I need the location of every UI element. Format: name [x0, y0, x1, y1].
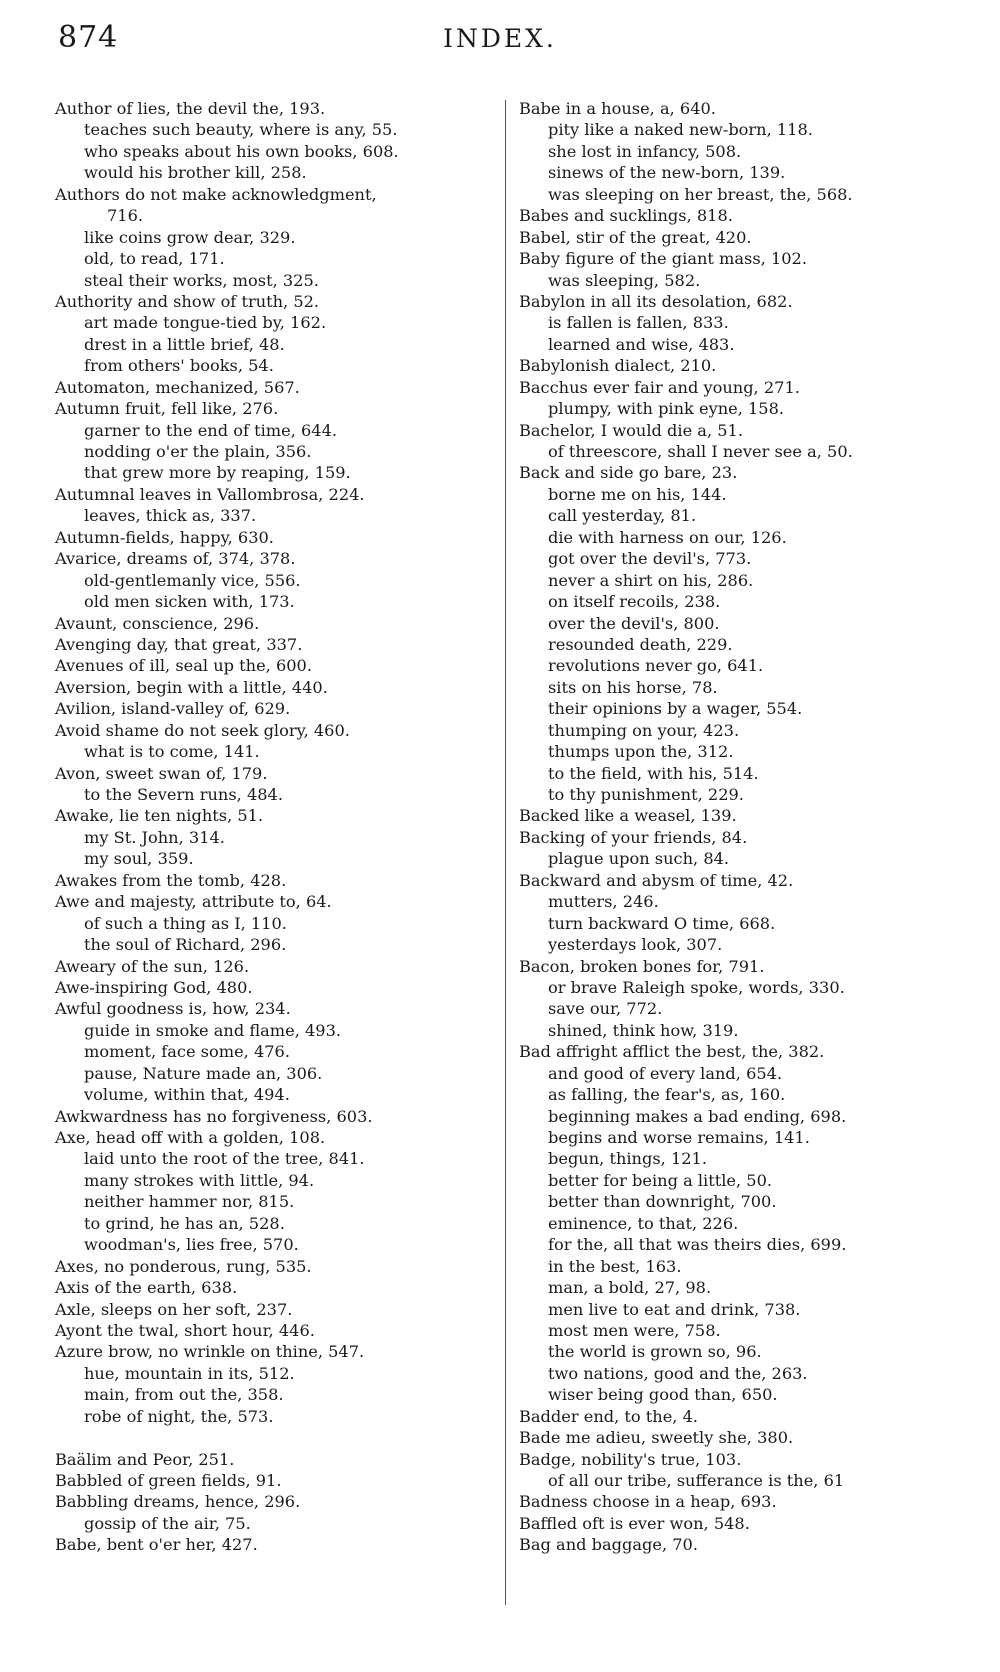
index-subentry: yesterdays look, 307.: [548, 935, 723, 955]
index-subentry: of such a thing as I, 110.: [84, 913, 287, 933]
index-entry: Babel, stir of the great, 420.: [519, 227, 752, 247]
index-subentry: sits on his horse, 78.: [548, 677, 718, 697]
index-entry: Avenging day, that great, 337.: [55, 634, 303, 654]
index-subentry: begins and worse remains, 141.: [548, 1128, 810, 1147]
index-entry: Aweary of the sun, 126.: [55, 956, 250, 976]
index-entry: Babylon in all its desolation, 682.: [519, 291, 793, 311]
index-subentry: moment, face some, 476.: [84, 1042, 290, 1062]
index-subentry: plague upon such, 84.: [548, 849, 730, 869]
index-subentry: call yesterday, 81.: [548, 506, 697, 526]
index-subentry: resounded death, 229.: [548, 634, 733, 654]
index-subentry: on itself recoils, 238.: [548, 592, 721, 612]
index-subentry: two nations, good and the, 263.: [548, 1363, 808, 1383]
index-subentry: to thy punishment, 229.: [548, 785, 744, 804]
index-subentry: the soul of Richard, 296.: [84, 935, 287, 955]
index-subentry: wiser being good than, 650.: [548, 1385, 778, 1405]
index-subentry: like coins grow dear, 329.: [84, 227, 296, 247]
index-subentry: thumps upon the, 312.: [548, 742, 734, 762]
page-number: 874: [58, 20, 119, 55]
index-entry: Azure brow, no wrinkle on thine, 547.: [55, 1342, 365, 1362]
index-entry: Back and side go bare, 23.: [519, 463, 738, 483]
index-subentry: their opinions by a wager, 554.: [548, 699, 803, 719]
index-entry: Bad affright afflict the best, the, 382.: [519, 1042, 825, 1062]
column-divider: [505, 100, 506, 1605]
index-subentry: that grew more by reaping, 159.: [84, 463, 351, 483]
index-subentry: gossip of the air, 75.: [84, 1513, 251, 1533]
index-subentry: to grind, he has an, 528.: [84, 1213, 285, 1233]
index-subentry: old-gentlemanly vice, 556.: [84, 570, 301, 590]
index-subentry: borne me on his, 144.: [548, 484, 727, 504]
index-entry: Babe, bent o'er her, 427.: [55, 1535, 258, 1555]
index-entry: Axis of the earth, 638.: [55, 1278, 238, 1298]
index-entry: Awe and majesty, attribute to, 64.: [55, 892, 332, 912]
index-subentry: learned and wise, 483.: [548, 334, 735, 354]
index-subentry: would his brother kill, 258.: [84, 163, 307, 183]
index-subentry: from others' books, 54.: [84, 356, 274, 376]
index-entry: Avilion, island-valley of, 629.: [55, 699, 291, 719]
index-subentry: thumping on your, 423.: [548, 720, 740, 740]
index-entry: Automaton, mechanized, 567.: [55, 377, 300, 397]
index-subentry: who speaks about his own books, 608.: [84, 141, 399, 161]
index-entry: Aversion, begin with a little, 440.: [55, 677, 328, 697]
index-entry: Babe in a house, a, 640.: [519, 99, 716, 118]
index-subentry: was sleeping on her breast, the, 568.: [548, 184, 853, 204]
index-subentry: to the Severn runs, 484.: [84, 785, 283, 804]
index-subentry: was sleeping, 582.: [548, 270, 701, 290]
index-subentry: most men were, 758.: [548, 1320, 721, 1340]
index-subentry: as falling, the fear's, as, 160.: [548, 1085, 786, 1105]
index-subentry: hue, mountain in its, 512.: [84, 1363, 295, 1383]
index-subentry: art made tongue-tied by, 162.: [84, 313, 327, 333]
index-entry: Awkwardness has no forgiveness, 603.: [55, 1106, 373, 1126]
index-subentry: over the devil's, 800.: [548, 613, 720, 633]
index-subentry: plumpy, with pink eyne, 158.: [548, 399, 785, 419]
index-entry: Axe, head off with a golden, 108.: [55, 1128, 326, 1147]
index-subentry: steal their works, most, 325.: [84, 270, 319, 290]
index-entry: Backed like a weasel, 139.: [519, 806, 737, 826]
index-entry: Avenues of ill, seal up the, 600.: [55, 656, 312, 676]
index-entry: Bade me adieu, sweetly she, 380.: [519, 1428, 794, 1448]
index-subentry: guide in smoke and flame, 493.: [84, 1020, 342, 1040]
index-entry: Authority and show of truth, 52.: [55, 291, 320, 311]
index-subentry: for the, all that was theirs dies, 699.: [548, 1235, 847, 1255]
index-subentry: of threescore, shall I never see a, 50.: [548, 442, 853, 461]
index-entry: Bacon, broken bones for, 791.: [519, 956, 765, 976]
index-entry: Badge, nobility's true, 103.: [519, 1449, 742, 1469]
index-entry: Bachelor, I would die a, 51.: [519, 420, 743, 440]
index-subentry: woodman's, lies free, 570.: [84, 1235, 299, 1255]
index-subentry: drest in a little brief, 48.: [84, 334, 285, 354]
right-column: [519, 98, 959, 1556]
index-entry: Babylonish dialect, 210.: [519, 356, 717, 376]
index-subentry: neither hammer nor, 815.: [84, 1192, 295, 1212]
index-entry: Baby figure of the giant mass, 102.: [519, 249, 807, 269]
index-subentry: man, a bold, 27, 98.: [548, 1278, 712, 1298]
running-head: INDEX.: [443, 24, 557, 53]
index-entry: Awakes from the tomb, 428.: [55, 870, 287, 890]
left-column: [55, 98, 495, 1556]
index-entry: Babbled of green fields, 91.: [55, 1471, 282, 1490]
index-subentry: sinews of the new-born, 139.: [548, 163, 786, 183]
index-subentry: laid unto the root of the tree, 841.: [84, 1149, 365, 1169]
index-subentry: or brave Raleigh spoke, words, 330.: [548, 977, 845, 997]
index-subentry: garner to the end of time, 644.: [84, 420, 338, 440]
index-entry: Autumn fruit, fell like, 276.: [55, 399, 279, 419]
index-subentry: pause, Nature made an, 306.: [84, 1063, 323, 1083]
index-subentry: my St. John, 314.: [84, 827, 225, 847]
index-subentry: pity like a naked new-born, 118.: [548, 120, 813, 140]
index-subentry: is fallen is fallen, 833.: [548, 313, 729, 333]
index-subentry: in the best, 163.: [548, 1256, 682, 1276]
index-subentry: revolutions never go, 641.: [548, 656, 764, 676]
index-entry: Autumnal leaves in Vallombrosa, 224.: [55, 484, 365, 504]
index-subentry: never a shirt on his, 286.: [548, 570, 754, 590]
index-subentry: eminence, to that, 226.: [548, 1213, 739, 1233]
index-entry: Backing of your friends, 84.: [519, 827, 748, 847]
index-entry: Autumn-fields, happy, 630.: [55, 527, 274, 547]
index-entry: Axle, sleeps on her soft, 237.: [55, 1299, 293, 1319]
index-subentry: she lost in infancy, 508.: [548, 141, 742, 161]
index-subentry: many strokes with little, 94.: [84, 1170, 315, 1190]
index-subentry: got over the devil's, 773.: [548, 549, 752, 569]
index-subentry: shined, think how, 319.: [548, 1020, 739, 1040]
index-entry: Avaunt, conscience, 296.: [55, 613, 260, 633]
index-subentry: begun, things, 121.: [548, 1149, 707, 1169]
index-subentry: the world is grown so, 96.: [548, 1342, 762, 1362]
index-entry: Avon, sweet swan of, 179.: [55, 763, 268, 783]
index-entry: Authors do not make acknowledgment,: [55, 184, 377, 204]
index-subentry: mutters, 246.: [548, 892, 659, 912]
index-subentry: of all our tribe, sufferance is the, 61: [548, 1471, 845, 1490]
index-subentry: my soul, 359.: [84, 849, 194, 869]
index-subentry: main, from out the, 358.: [84, 1385, 284, 1405]
index-subentry: turn backward O time, 668.: [548, 913, 776, 933]
index-subentry: men live to eat and drink, 738.: [548, 1299, 801, 1319]
index-entry: Badder end, to the, 4.: [519, 1406, 699, 1426]
index-entry: Avoid shame do not seek glory, 460.: [55, 720, 350, 740]
index-entry: Author of lies, the devil the, 193.: [55, 99, 326, 118]
index-subentry: old, to read, 171.: [84, 249, 225, 269]
index-entry: Babes and sucklings, 818.: [519, 206, 733, 226]
index-subentry: robe of night, the, 573.: [84, 1406, 274, 1426]
index-entry: Badness choose in a heap, 693.: [519, 1492, 777, 1512]
index-subentry: old men sicken with, 173.: [84, 592, 295, 612]
index-subentry: beginning makes a bad ending, 698.: [548, 1106, 847, 1126]
index-entry: Avarice, dreams of, 374, 378.: [55, 549, 296, 569]
section-gap: [55, 1427, 495, 1448]
index-entry: Babbling dreams, hence, 296.: [55, 1492, 301, 1512]
index-subentry: leaves, thick as, 337.: [84, 506, 257, 526]
index-entry: Awful goodness is, how, 234.: [55, 999, 291, 1019]
index-entry: Awe-inspiring God, 480.: [55, 977, 253, 997]
index-subentry: better than downright, 700.: [548, 1192, 777, 1212]
index-subentry: die with harness on our, 126.: [548, 527, 787, 547]
index-subentry: to the field, with his, 514.: [548, 763, 759, 783]
index-subentry: 716.: [107, 206, 144, 226]
index-subentry: nodding o'er the plain, 356.: [84, 442, 312, 461]
index-entry: Backward and abysm of time, 42.: [519, 870, 794, 890]
index-subentry: volume, within that, 494.: [84, 1085, 290, 1105]
index-entry: Axes, no ponderous, rung, 535.: [55, 1256, 312, 1276]
index-subentry: and good of every land, 654.: [548, 1063, 783, 1083]
index-entry: Bacchus ever fair and young, 271.: [519, 377, 800, 397]
index-entry: Bag and baggage, 70.: [519, 1535, 699, 1555]
index-entry: Awake, lie ten nights, 51.: [55, 806, 264, 826]
index-subentry: save our, 772.: [548, 999, 663, 1019]
index-entry: Ayont the twal, short hour, 446.: [55, 1320, 315, 1340]
index-entry: Baffled oft is ever won, 548.: [519, 1513, 750, 1533]
index-subentry: teaches such beauty, where is any, 55.: [84, 120, 398, 140]
index-subentry: what is to come, 141.: [84, 742, 260, 762]
index-entry: Baälim and Peor, 251.: [55, 1449, 235, 1469]
index-subentry: better for being a little, 50.: [548, 1170, 773, 1190]
